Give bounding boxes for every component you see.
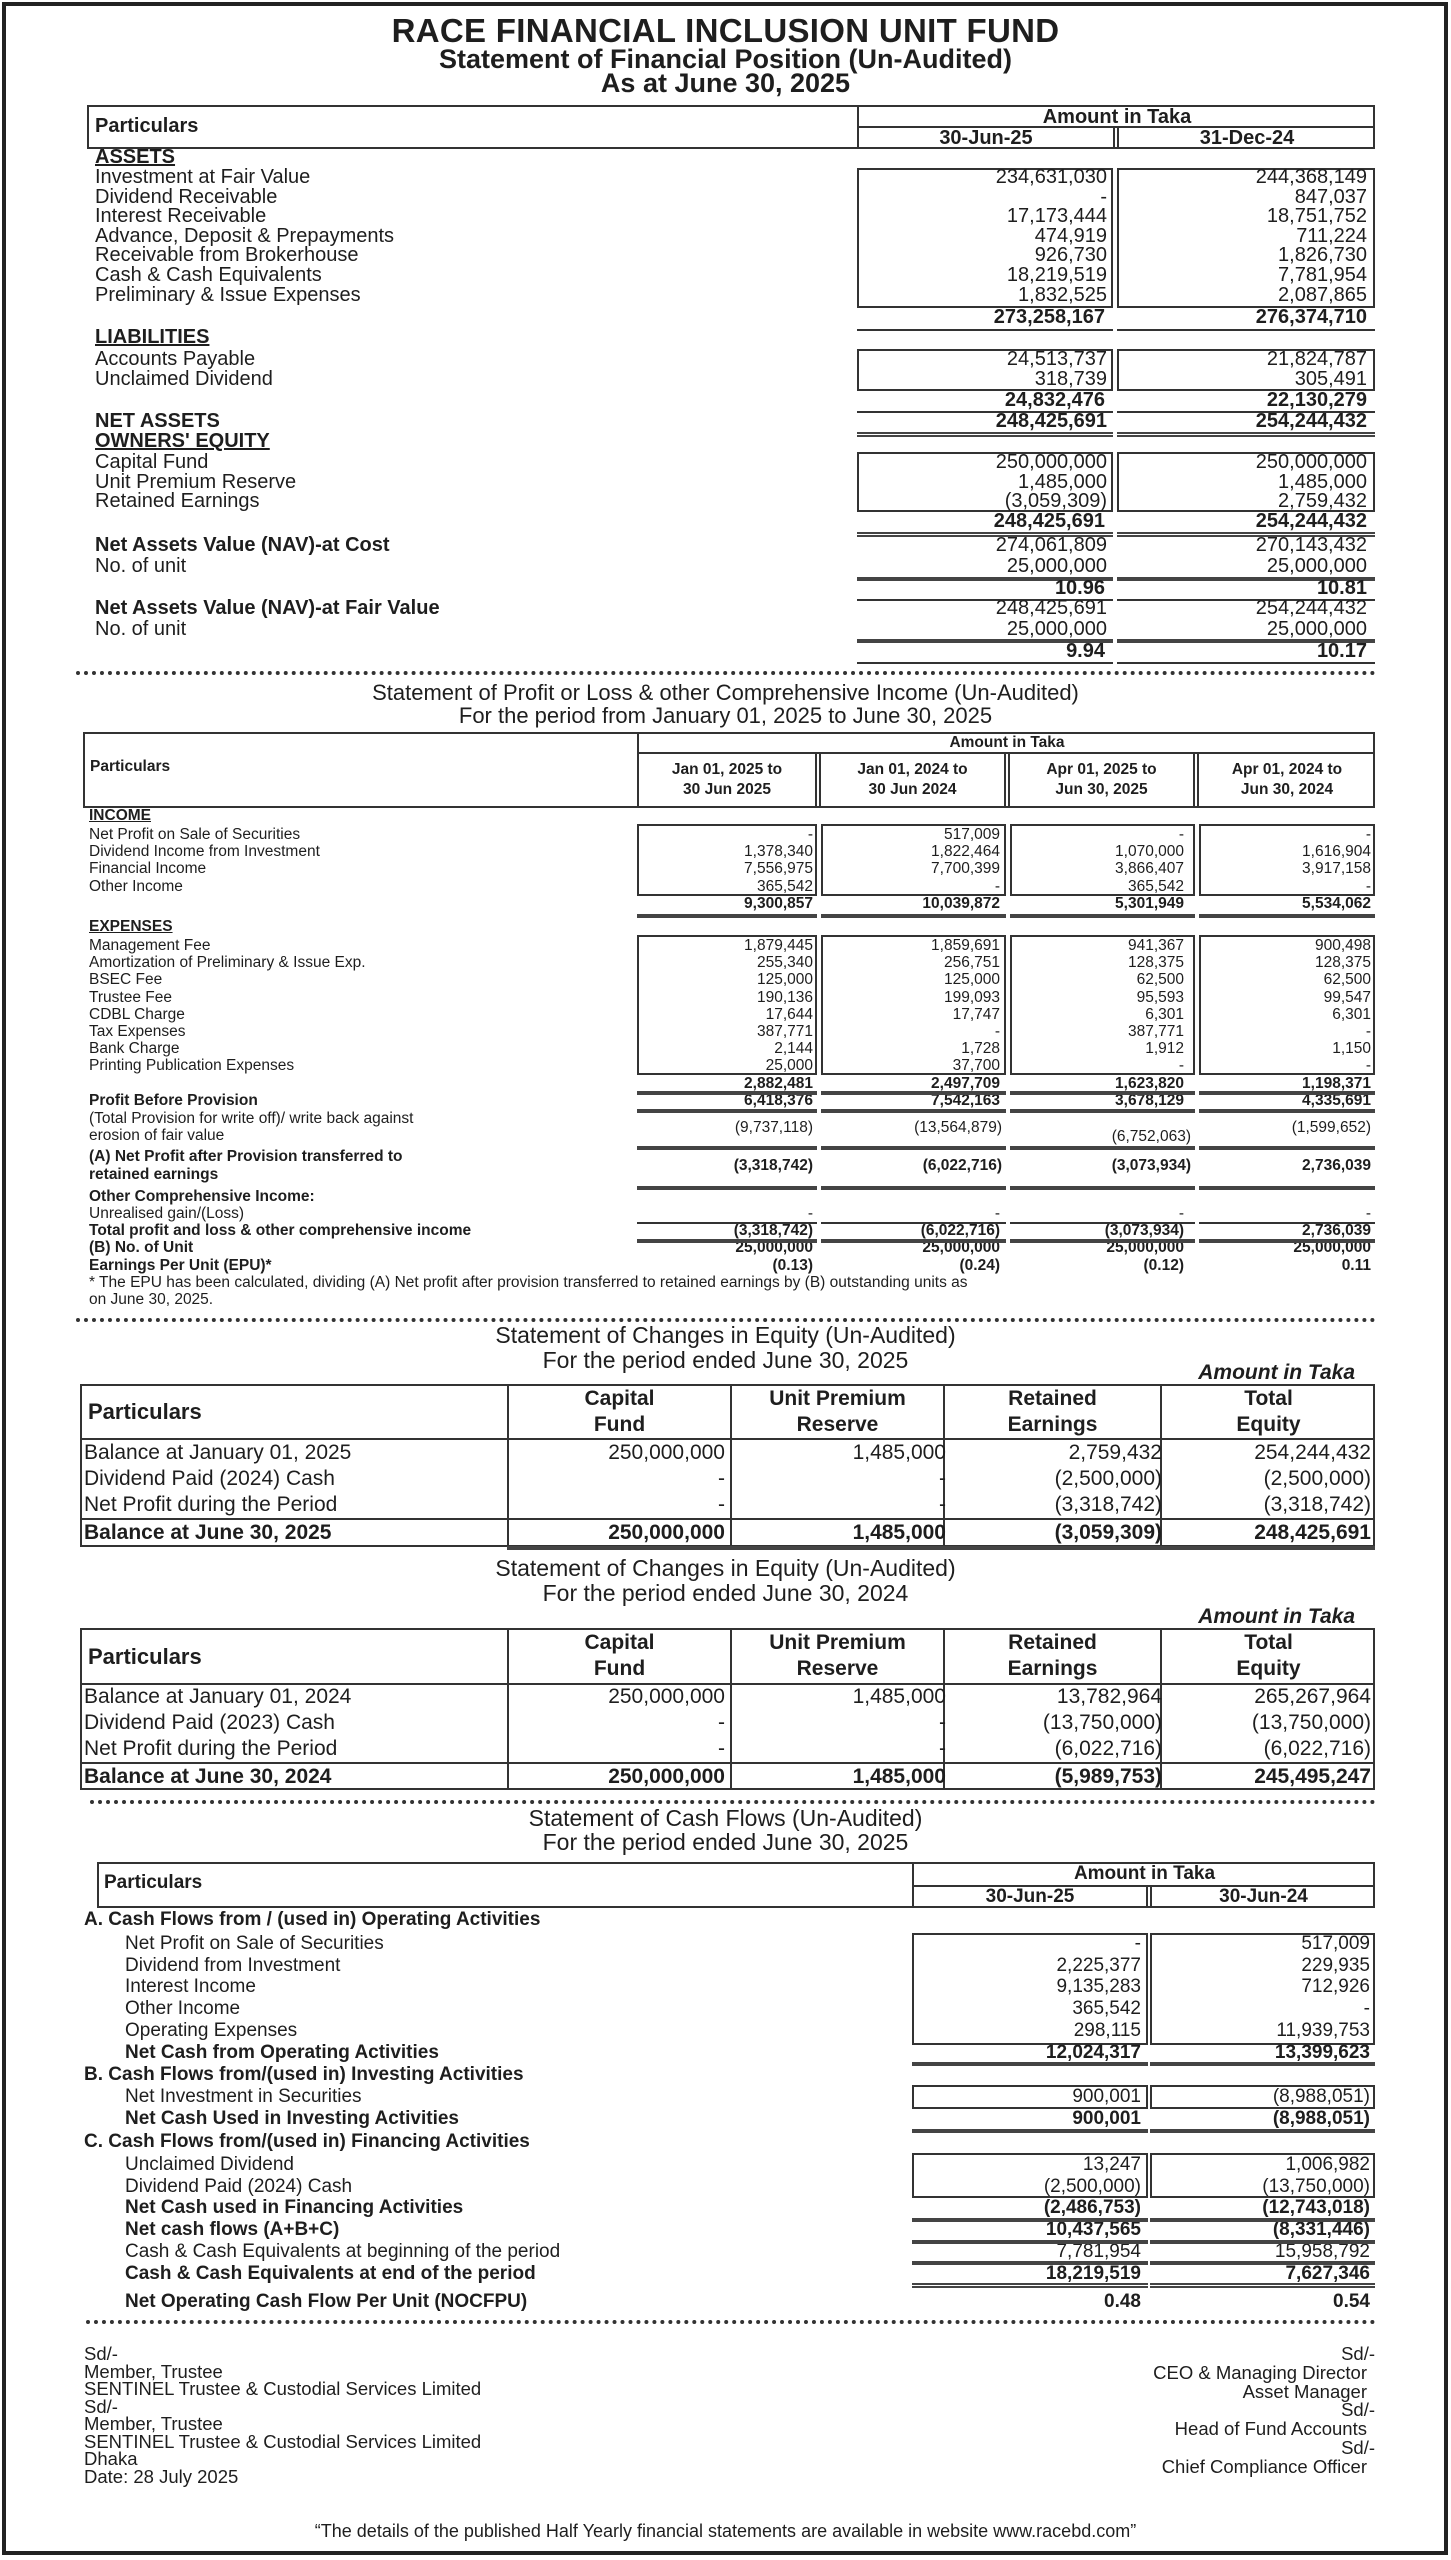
provision-label-1: (Total Provision for write off)/ write back against <box>89 1110 414 1127</box>
double-rule <box>637 1109 817 1113</box>
equity-2024-total-row: Balance at June 30, 2024 250,000,000 1,485,000 (5,989,753) 245,495,247 <box>84 1765 1371 1788</box>
cashflow-b-heading: B. Cash Flows from/(used in) Investing Activities <box>84 2064 524 2085</box>
sfp-col1: 30-Jun-25 <box>939 127 1033 149</box>
equity-2024-h1: Capital Fund <box>584 1631 655 1680</box>
double-rule <box>637 1091 817 1095</box>
cash-end-row: Cash & Cash Equivalents at end of the period 18,219,519 7,627,346 <box>125 2262 1370 2284</box>
equity-2025-h4: Total Equity <box>1236 1387 1301 1436</box>
provision-col3: (6,752,063) <box>1111 1128 1191 1145</box>
equity-row: Unit Premium Reserve 1,485,000 1,485,000 <box>95 470 1367 493</box>
equity-row: Retained Earnings (3,059,309) 2,759,432 <box>95 490 1367 513</box>
nav-fair-per-unit-col1: 9.94 <box>1066 640 1105 662</box>
cashflow-col2: 30-Jun-24 <box>1219 1886 1308 1907</box>
net-profit-col3: (3,073,934) <box>1111 1157 1191 1174</box>
assets-heading: ASSETS <box>95 146 176 168</box>
oci-heading: Other Comprehensive Income: <box>89 1188 315 1205</box>
liab-total-col2: 22,130,279 <box>1266 389 1367 411</box>
double-rule <box>637 1239 817 1243</box>
double-rule <box>912 2283 1148 2288</box>
cashflow-particulars-label: Particulars <box>104 1872 203 1893</box>
epu-row: Earnings Per Unit (EPU)* (0.13) (0.24) (0.12) 0.11 <box>89 1256 1371 1274</box>
double-rule <box>912 2240 1148 2244</box>
nav-cost-per-unit-col2: 10.81 <box>1316 577 1367 599</box>
sig-right-line: Sd/- <box>1341 2399 1375 2421</box>
asset-row: Preliminary & Issue Expenses 1,832,525 2,087,865 <box>95 283 1367 306</box>
double-rule <box>1150 2261 1375 2265</box>
equity-list <box>95 453 1367 512</box>
asset-row: Investment at Fair Value 234,631,030 244,368,149 <box>95 166 1367 188</box>
equity-2024-h3: Retained Earnings <box>1007 1631 1098 1680</box>
equity-2024-period: For the period ended June 30, 2024 <box>542 1580 909 1606</box>
equity-2025-title: Statement of Changes in Equity (Un-Audited) <box>495 1322 956 1348</box>
income-heading: INCOME <box>89 807 151 824</box>
expense-row: Bank Charge 2,144 1,728 1,912 1,150 <box>89 1040 1371 1058</box>
net-profit-label-2: retained earnings <box>89 1166 219 1183</box>
double-rule <box>821 1146 1006 1150</box>
cashflow-row: Dividend Paid (2024) Cash (2,500,000) (13,750,000) <box>125 2175 1370 2197</box>
double-rule <box>637 1186 817 1190</box>
income-total-row: 9,300,857 10,039,872 5,301,949 5,534,062 <box>744 894 1371 912</box>
nocfpu-row: Net Operating Cash Flow Per Unit (NOCFPU) 0.48 0.54 <box>125 2291 1370 2312</box>
sig-right-line: CEO & Managing Director <box>1153 2361 1367 2383</box>
double-rule <box>1150 2283 1375 2288</box>
equity-total-col2: 254,244,432 <box>1255 510 1367 532</box>
equity-heading: OWNERS' EQUITY <box>95 430 270 452</box>
sig-left-line: Member, Trustee <box>84 2413 223 2434</box>
cashflow-a-list <box>125 1933 1370 2063</box>
sig-right-line: Chief Compliance Officer <box>1161 2455 1367 2477</box>
net-profit-label-1: (A) Net Profit after Provision transferred to <box>89 1148 403 1165</box>
double-rule <box>912 2218 1148 2222</box>
sig-right-line: Sd/- <box>1341 2436 1375 2458</box>
sig-left-line: Date: 28 July 2025 <box>84 2465 239 2487</box>
pl-amount-label: Amount in Taka <box>949 734 1065 751</box>
rule <box>1117 329 1375 331</box>
epu-footnote-1: * The EPU has been calculated, dividing (A) Net profit after provision transferred to retained earnings by (B) outstanding units as <box>89 1274 968 1291</box>
dotted-separator <box>90 1800 1376 1804</box>
double-rule <box>1199 1146 1375 1150</box>
liab-total-col1: 24,832,476 <box>1004 389 1105 411</box>
sfp-particulars-label: Particulars <box>95 115 199 137</box>
total-comprehensive-row: Total profit and loss & other comprehensive income (3,318,742) (6,022,716) (3,073,934) 2,736,039 <box>89 1222 1371 1240</box>
sfp-amount-label: Amount in Taka <box>1042 106 1192 128</box>
expense-row: Management Fee 1,879,445 1,859,691 941,367 900,498 <box>89 937 1371 954</box>
pl-col4-header: Apr 01, 2024 to Jun 30, 2024 <box>1231 761 1343 798</box>
pl-col1-header: Jan 01, 2025 to 30 Jun 2025 <box>671 761 783 798</box>
double-rule <box>912 2062 1148 2066</box>
expense-row: BSEC Fee 125,000 125,000 62,500 62,500 <box>89 971 1371 989</box>
double-rule <box>1199 1109 1375 1113</box>
cashflow-a-heading: A. Cash Flows from / (used in) Operating Activities <box>84 1909 541 1930</box>
double-rule <box>821 1091 1006 1095</box>
rule <box>1010 1222 1195 1224</box>
double-rule <box>637 1146 817 1150</box>
equity-2024-h2: Unit Premium Reserve <box>769 1631 906 1680</box>
rule <box>637 1222 817 1224</box>
equity-2024-amount-label: Amount in Taka <box>1198 1605 1355 1628</box>
double-rule <box>912 2261 1148 2265</box>
double-rule <box>1010 1239 1195 1243</box>
unrealised-row: Unrealised gain/(Loss) - - - - <box>89 1205 1371 1222</box>
units-row: No. of unit 25,000,000 25,000,000 <box>95 555 1367 577</box>
equity-row: Dividend Paid (2024) Cash - - (2,500,000) (2,500,000) <box>84 1467 1371 1490</box>
equity-2025-particulars: Particulars <box>88 1399 202 1424</box>
net-cashflow-row: Net cash flows (A+B+C) 10,437,565 (8,331,446) <box>125 2219 1370 2241</box>
units-row: (B) No. of Unit 25,000,000 25,000,000 25,000,000 25,000,000 <box>89 1239 1371 1257</box>
equity-2024-rows <box>84 1684 1371 1762</box>
pl-col2-header: Jan 01, 2024 to 30 Jun 2024 <box>857 761 968 798</box>
as-at-date: As at June 30, 2025 <box>600 68 851 98</box>
double-rule <box>821 1186 1006 1190</box>
expenses-list <box>89 937 1371 1109</box>
income-row: Dividend Income from Investment 1,378,340 1,822,464 1,070,000 1,616,904 <box>89 843 1371 861</box>
equity-row: Balance at January 01, 2024 250,000,000 1,485,000 13,782,964 265,267,964 <box>84 1685 1371 1708</box>
sig-left-line: Member, Trustee <box>84 2360 223 2382</box>
double-rule <box>507 1546 1375 1550</box>
footer-note: “The details of the published Half Yearly financial statements are available in website www.racebd.com” <box>314 2521 1137 2541</box>
double-rule <box>1150 2240 1375 2244</box>
equity-row: Balance at January 01, 2025 250,000,000 1,485,000 2,759,432 254,244,432 <box>84 1441 1371 1464</box>
income-row: Financial Income 7,556,975 7,700,399 3,866,407 3,917,158 <box>89 860 1371 878</box>
sig-right-line: Asset Manager <box>1242 2380 1367 2402</box>
cashflow-c-heading: C. Cash Flows from/(used in) Financing Activities <box>84 2131 530 2152</box>
pl-title: Statement of Profit or Loss & other Comprehensive Income (Un-Audited) <box>372 680 1079 705</box>
cashflow-b-list <box>125 2086 1370 2129</box>
expense-row: Trustee Fee 190,136 199,093 95,593 99,547 <box>89 988 1371 1006</box>
equity-2024-h4: Total Equity <box>1236 1631 1301 1680</box>
liabilities-list <box>95 350 1367 389</box>
expense-row: Printing Publication Expenses 25,000 37,700 - - <box>89 1057 1371 1075</box>
cashflow-total-row: Net Cash used in Financing Activities (2,486,753) (12,743,018) <box>125 2197 1370 2219</box>
liability-row: Accounts Payable 24,513,737 21,824,787 <box>95 348 1367 370</box>
assets-total-col1: 273,258,167 <box>993 306 1105 328</box>
equity-2025-period: For the period ended June 30, 2025 <box>542 1347 909 1373</box>
assets-list <box>95 168 1367 305</box>
cashflow-total-row: Net Cash Used in Investing Activities 900,001 (8,988,051) <box>125 2107 1370 2129</box>
nav-fair-per-unit-col2: 10.17 <box>1316 640 1367 662</box>
equity-row: Dividend Paid (2023) Cash - - (13,750,000) (13,750,000) <box>84 1711 1371 1734</box>
asset-row: Cash & Cash Equivalents 18,219,519 7,781,954 <box>95 263 1367 286</box>
expense-row: Amortization of Preliminary & Issue Exp. 255,340 256,751 128,375 128,375 <box>89 954 1371 972</box>
double-rule <box>857 432 1113 437</box>
rule <box>821 1222 1006 1224</box>
rule <box>857 329 1113 331</box>
equity-2025-h3: Retained Earnings <box>1007 1387 1098 1436</box>
liability-row: Unclaimed Dividend 318,739 305,491 <box>95 367 1367 390</box>
double-rule <box>1150 2129 1375 2133</box>
provision-col1: (9,737,118) <box>734 1119 813 1136</box>
expenses-heading: EXPENSES <box>89 918 173 935</box>
double-rule <box>1010 1091 1195 1095</box>
asset-row: Interest Receivable 17,173,444 18,751,752 <box>95 205 1367 228</box>
double-rule <box>1199 1186 1375 1190</box>
double-rule <box>821 1239 1006 1243</box>
double-rule <box>1150 2218 1375 2222</box>
equity-2025-h1: Capital Fund <box>584 1387 655 1436</box>
provision-col2: (13,564,879) <box>914 1119 1002 1136</box>
double-rule <box>912 2129 1148 2133</box>
cash-beginning-row: Cash & Cash Equivalents at beginning of the period 7,781,954 15,958,792 <box>125 2240 1370 2262</box>
cashflow-period: For the period ended June 30, 2025 <box>542 1829 909 1855</box>
cashflow-col1: 30-Jun-25 <box>985 1886 1075 1907</box>
double-rule <box>637 914 817 918</box>
double-rule <box>1117 432 1375 437</box>
sfp-col2: 31-Dec-24 <box>1199 127 1295 149</box>
cashflow-row: Other Income 365,542 - <box>125 1998 1370 2020</box>
asset-row: Receivable from Brokerhouse 926,730 1,826,730 <box>95 244 1367 267</box>
asset-row: Advance, Deposit & Prepayments 474,919 711,224 <box>95 224 1367 247</box>
sig-left-line: SENTINEL Trustee & Custodial Services Limited <box>84 2378 482 2399</box>
equity-2025-h2: Unit Premium Reserve <box>769 1387 906 1436</box>
cashflow-row: Interest Income 9,135,283 712,926 <box>125 1976 1370 1998</box>
equity-2025-rows <box>84 1440 1371 1518</box>
nav-cost-row: Net Assets Value (NAV)-at Cost 274,061,809 270,143,432 <box>95 534 1367 556</box>
double-rule <box>1010 1109 1195 1113</box>
fund-name: RACE FINANCIAL INCLUSION UNIT FUND <box>391 12 1060 49</box>
cashflow-row: Net Profit on Sale of Securities - 517,009 <box>125 1933 1370 1954</box>
expenses-total-row: 2,882,481 2,497,709 1,623,820 1,198,371 <box>744 1074 1371 1092</box>
double-rule <box>821 914 1006 918</box>
epu-footnote-2: on June 30, 2025. <box>89 1291 214 1308</box>
double-rule <box>1010 1186 1195 1190</box>
equity-2024-title: Statement of Changes in Equity (Un-Audited) <box>495 1555 956 1581</box>
sig-left-line: Sd/- <box>84 2395 118 2417</box>
double-rule <box>1199 914 1375 918</box>
cashflow-row: Net Investment in Securities 900,001 (8,988,051) <box>125 2086 1370 2107</box>
units-row: No. of unit 25,000,000 25,000,000 <box>95 618 1367 640</box>
pl-col3-header: Apr 01, 2025 to Jun 30, 2025 <box>1046 761 1157 798</box>
signatures-left <box>84 2345 481 2485</box>
cashflow-amount-label: Amount in Taka <box>1073 1863 1216 1884</box>
net-profit-col2: (6,022,716) <box>922 1157 1002 1174</box>
sig-right-line: Head of Fund Accounts <box>1174 2418 1367 2440</box>
expense-row: Tax Expenses 387,771 - 387,771 - <box>89 1023 1371 1041</box>
double-rule <box>821 1109 1006 1113</box>
profit-before-provision-row: Profit Before Provision 6,418,376 7,542,163 3,678,129 4,335,691 <box>89 1091 1371 1109</box>
sig-left-line: SENTINEL Trustee & Custodial Services Limited <box>84 2430 482 2452</box>
pl-particulars-label: Particulars <box>90 758 171 775</box>
net-profit-col4: 2,736,039 <box>1302 1157 1371 1174</box>
asset-row: Dividend Receivable - 847,037 <box>95 185 1367 208</box>
nav-fair-row: Net Assets Value (NAV)-at Fair Value 248,425,691 254,244,432 <box>95 597 1367 619</box>
equity-row: Net Profit during the Period - - (6,022,716) (6,022,716) <box>84 1737 1371 1760</box>
rule <box>857 662 1113 664</box>
nav-cost-per-unit-col1: 10.96 <box>1054 577 1105 599</box>
rule <box>1117 662 1375 664</box>
signatures-right <box>900 2345 1375 2477</box>
dotted-separator <box>76 671 1376 675</box>
provision-col4: (1,599,652) <box>1291 1119 1371 1136</box>
sig-left-line: Dhaka <box>84 2448 138 2469</box>
double-rule <box>1150 2062 1375 2066</box>
assets-total-col2: 276,374,710 <box>1255 306 1367 328</box>
statement-title: Statement of Financial Position (Un-Audited) <box>439 44 1012 74</box>
income-list <box>89 826 1371 912</box>
liabilities-heading: LIABILITIES <box>95 326 210 348</box>
cashflow-row: Operating Expenses 298,115 11,939,753 <box>125 2019 1370 2041</box>
net-profit-col1: (3,318,742) <box>733 1157 813 1174</box>
rule <box>1199 1222 1375 1224</box>
equity-row: Capital Fund 250,000,000 250,000,000 <box>95 451 1367 473</box>
double-rule <box>1199 1239 1375 1243</box>
equity-total-col1: 248,425,691 <box>993 510 1105 532</box>
double-rule <box>1010 914 1195 918</box>
sig-right-line: Sd/- <box>1341 2343 1375 2364</box>
cashflow-row: Dividend from Investment 2,225,377 229,935 <box>125 1954 1370 1976</box>
sig-left-line: Sd/- <box>84 2343 118 2364</box>
provision-label-2: erosion of fair value <box>89 1127 225 1144</box>
cashflow-total-row: Net Cash from Operating Activities 12,024,317 13,399,623 <box>125 2041 1370 2063</box>
equity-2024-particulars: Particulars <box>88 1644 202 1669</box>
double-rule <box>1010 1146 1195 1150</box>
cashflow-row: Unclaimed Dividend 13,247 1,006,982 <box>125 2154 1370 2175</box>
income-row: Net Profit on Sale of Securities - 517,009 - - <box>89 826 1371 843</box>
expense-row: CDBL Charge 17,644 17,747 6,301 6,301 <box>89 1005 1371 1023</box>
net-assets-row: NET ASSETS 248,425,691 254,244,432 <box>95 410 1367 432</box>
dotted-separator <box>86 2320 1376 2324</box>
double-rule <box>1199 1091 1375 1095</box>
equity-2025-total-row: Balance at June 30, 2025 250,000,000 1,485,000 (3,059,309) 248,425,691 <box>84 1521 1371 1544</box>
equity-2025-amount-label: Amount in Taka <box>1198 1361 1355 1384</box>
cashflow-title: Statement of Cash Flows (Un-Audited) <box>528 1805 923 1831</box>
pl-period: For the period from January 01, 2025 to June 30, 2025 <box>458 703 993 728</box>
equity-row: Net Profit during the Period - - (3,318,742) (3,318,742) <box>84 1493 1371 1516</box>
income-row: Other Income 365,542 - 365,542 - <box>89 877 1371 895</box>
